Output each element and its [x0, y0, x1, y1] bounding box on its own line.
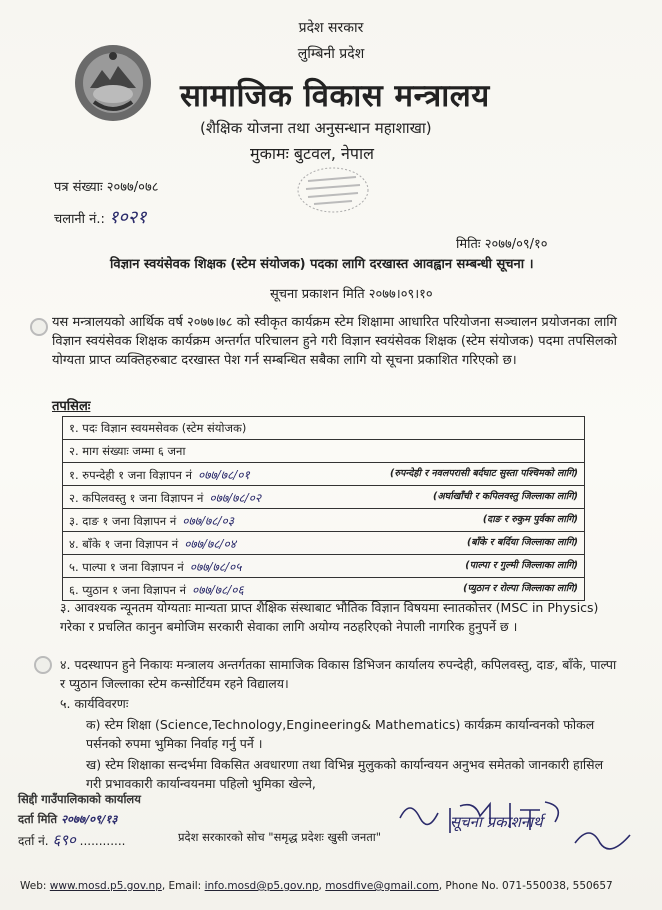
table-cell — [63, 463, 585, 486]
advertisement-number: ०७७/७८/०१ — [197, 467, 250, 482]
table-row — [63, 440, 585, 463]
ministry-title: सामाजिक विकास मन्त्रालय — [180, 78, 490, 114]
header-line-1: प्रदेश सरकार — [298, 20, 364, 36]
section-job-description: ५. कार्यविवरणः — [60, 696, 129, 711]
row-text: ६. प्युठान १ जना विज्ञापन नं — [69, 582, 186, 597]
handwritten-signature: सूचना प्रकाशनार्थ — [450, 813, 543, 831]
table-cell — [63, 440, 585, 463]
section-posting: ४. पदस्थापन हुने निकायः मन्त्रालय अन्तर्गतका सामाजिक विकास डिभिजन कार्यालय रुपन्देही, कपिलवस्तु, दाङ, बाँके, पाल्पा र प्युठान जिल्लाका स्टेम कन्सोर्टियम रहने विद्यालय। — [60, 657, 617, 691]
table-cell — [63, 555, 585, 578]
header-line-2: लुम्बिनी प्रदेश — [297, 46, 365, 62]
vacancy-table — [62, 416, 585, 601]
location: मुकामः बुटवल, नेपाल — [250, 144, 374, 163]
registration-number: दर्ता नं. ६९० ............ — [18, 831, 126, 849]
signature-scribble-icon — [390, 788, 640, 868]
advertisement-number: ०७७/७८/०४ — [184, 536, 236, 551]
table-cell — [63, 417, 585, 440]
patra-sankhya: पत्र संख्याः २०७७/०७८ — [54, 180, 159, 195]
row-note: (रुपन्देही र नवलपरासी बर्दघाट सुस्ता पश्चिमको लागि) — [390, 467, 578, 479]
row-text: ४. बाँके १ जना विज्ञापन नं — [69, 536, 179, 551]
row-text: १. पदः विज्ञान स्वयमसेवक (स्टेम संयोजक) — [69, 420, 247, 435]
job-item-b: ख) स्टेम शिक्षाका सन्दर्भमा विकसित अवधारणा तथा विभिन्न मुलुकको कार्यान्वयन अनुभव समेतको जानकारी हासिल गरी प्रभावकारी कार्यान्वयनमा पहिलो भुमिका खेल्ने, — [86, 757, 604, 791]
chalani-number: चलानी नं.: १०२१ — [54, 207, 147, 228]
publish-date: सूचना प्रकाशन मिति २०७७।०९।१० — [270, 287, 433, 302]
table-row — [63, 532, 585, 555]
row-text: २. माग संख्याः जम्मा ६ जना — [69, 443, 186, 458]
email-link-gmail[interactable]: mosdfive@gmail.com — [325, 880, 439, 892]
row-note: (अर्घाखाँची र कपिलवस्तु जिल्लाका लागि) — [432, 490, 578, 502]
slogan: प्रदेश सरकारको सोच "समृद्ध प्रदेशः खुसी जनता" — [178, 830, 382, 844]
row-note: (बाँके र बर्दिया जिल्लाका लागि) — [466, 536, 578, 548]
tapasil-heading: तपसिलः — [52, 399, 91, 414]
row-text: १. रुपन्देही १ जना विज्ञापन नं — [69, 467, 192, 482]
advertisement-number: ०७७/७८/०२ — [209, 490, 262, 505]
advertisement-number: ०७७/७८/०३ — [182, 513, 234, 528]
row-note: (प्युठान र रोल्पा जिल्लाका लागि) — [463, 582, 578, 594]
row-text: २. कपिलवस्तु १ जना विज्ञापन नं — [69, 490, 204, 505]
notice-title: विज्ञान स्वयंसेवक शिक्षक (स्टेम संयोजक) पदका लागि दरखास्त आवह्वान सम्बन्धी सूचना । — [110, 257, 534, 272]
table-row — [63, 486, 585, 509]
footer-contact: Web: www.mosd.p5.gov.np, Email: info.mosd@p5.gov.np, mosdfive@gmail.com, Phone No. 071-550038, 550657 — [20, 880, 613, 892]
table-row — [63, 417, 585, 440]
advertisement-number: ०७७/७८/०५ — [189, 559, 242, 574]
table-cell — [63, 486, 585, 509]
website-link[interactable]: www.mosd.p5.gov.np — [49, 880, 162, 892]
registration-office: सिद्दी गाउँपालिकाको कार्यालय — [18, 792, 141, 806]
registration-date: दर्ता मिति २०७७/०९/१३ — [18, 812, 118, 826]
punch-hole-icon — [34, 656, 52, 674]
body-paragraph: यस मन्त्रालयको आर्थिक वर्ष २०७७।७८ को स्वीकृत कार्यक्रम स्टेम शिक्षामा आधारित परियोजना सञ्चालन प्रयोजनका लागि विज्ञान स्वयंसेवक शिक्षक कार्यक्रम अन्तर्गत परिचालन हुने गरी विज्ञान स्वयंसेवक शिक्षक (स्टेम संयोजक) पदमा तपसिलको योग्यता प्राप्त व्यक्तिहरुबाट दरखास्त पेश गर्न सम्बन्धित सबैका लागि यो सूचना प्रकाशित गरिएको छ। — [52, 315, 617, 368]
table-row — [63, 463, 585, 486]
email-link-info[interactable]: info.mosd@p5.gov.np — [204, 880, 319, 892]
row-text: ५. पाल्पा १ जना विज्ञापन नं — [69, 559, 184, 574]
advertisement-number: ०७७/७८/०६ — [191, 582, 244, 597]
row-note: (पाल्पा र गुल्मी जिल्लाका लागि) — [465, 559, 578, 571]
table-cell — [63, 532, 585, 555]
row-text: ३. दाङ १ जना विज्ञापन नं — [69, 513, 177, 528]
section-qualification: ३. आवश्यक न्यूनतम योग्यताः मान्यता प्राप्त शैक्षिक संस्थाबाट भौतिक विज्ञान विषयमा स्नातकोत्तर (MSC in Physics) गरेका र प्रचलित कानुन बमोजिम सरकारी सेवाका लागि अयोग्य नठहरिएको नेपाली नागरिक हुनुपर्ने छ । — [60, 600, 599, 634]
job-item-a: क) स्टेम शिक्षा (Science,Technology,Engineering& Mathematics) कार्यक्रम कार्यान्वनको फोकल पर्सनको रुपमा भुमिका निर्वाह गर्नु पर्ने । — [86, 717, 595, 751]
table-row — [63, 509, 585, 532]
table-row — [63, 555, 585, 578]
office-stamp-icon — [296, 165, 370, 215]
notice-date: मितिः २०७७/०९/१० — [456, 237, 548, 252]
row-note: (दाङ र रुकुम पुर्वका लागि) — [482, 513, 578, 525]
punch-hole-icon — [30, 318, 48, 336]
division-name: (शैक्षिक योजना तथा अनुसन्धान महाशाखा) — [200, 119, 432, 137]
table-cell — [63, 509, 585, 532]
